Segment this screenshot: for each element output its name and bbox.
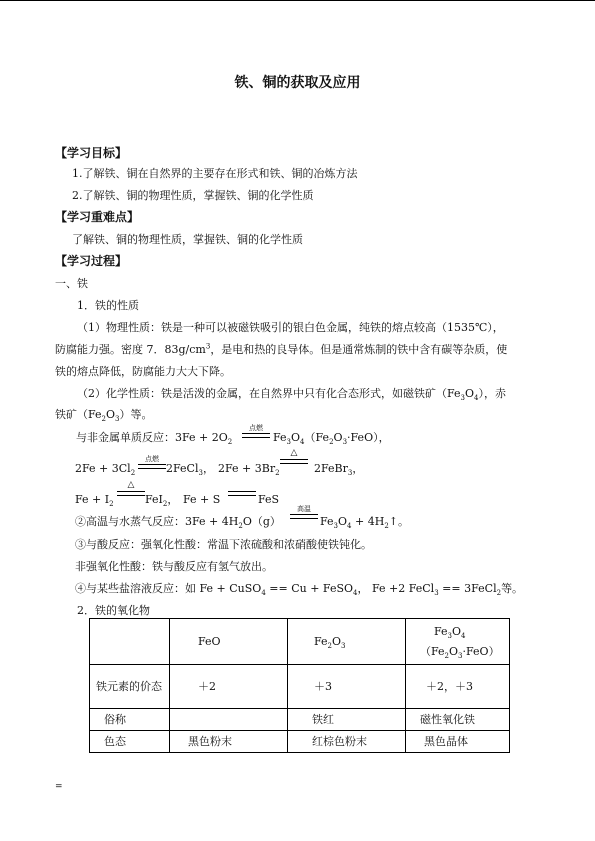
page-top-rule xyxy=(0,0,595,1)
table-cell: ＋2 xyxy=(170,665,288,709)
reaction-fe-i2-arrow xyxy=(117,491,145,496)
goals-header: 【学习目标】 xyxy=(55,146,128,160)
reaction-fe-i2-lhs: $Fe + I_2$ xyxy=(75,493,114,509)
reaction-fe-i2-condition: △ xyxy=(127,480,135,490)
table-header-fe3o4: $Fe_3O_4$ $(Fe_2O_3\cdot FeO)$ xyxy=(406,619,510,665)
table-cell: 磁性氧化铁 xyxy=(406,709,510,731)
reaction-fe-br2-condition: △ xyxy=(290,448,298,458)
table-cell: 黑色粉末 xyxy=(170,731,288,753)
goal-item-1: 1.了解铁、铜在自然界的主要存在形式和铁、铜的冶炼方法 xyxy=(72,167,358,180)
reaction-steam-lhs: ②高温与水蒸气反应：$3Fe + 4H_2O(g)$ xyxy=(75,515,281,531)
table-row xyxy=(90,665,510,709)
physical-line-2: 防腐能力强。密度 7．$83g/cm^3$，是电和热的良导体。但是通常炼制的铁中含有碳等杂质，使 xyxy=(55,342,508,356)
reaction-salt: ④与某些盐溶液反应：如 Fe + CuSO$_4$ == Cu + FeSO$_4$， Fe +2 FeCl$_3$ == 3FeCl$_2$等。 xyxy=(75,582,524,598)
iron-oxides-table xyxy=(89,618,510,753)
key-points-text: 了解铁、铜的物理性质，掌握铁、铜的化学性质 xyxy=(72,233,303,246)
table-cell: ＋2，＋3 xyxy=(406,665,510,709)
reaction-acid-weak: 非强氧化性酸：铁与酸反应有氢气放出。 xyxy=(75,560,273,573)
iron-oxides-heading: 2．铁的氧化物 xyxy=(77,604,150,617)
table-header-feo: FeO xyxy=(170,619,288,665)
physical-line-1: （1）物理性质：铁是一种可以被磁铁吸引的银白色金属，纯铁的熔点较高（1535℃）， xyxy=(77,321,504,334)
physical-line-3: 铁的熔点降低，防腐能力大大下降。 xyxy=(55,365,231,378)
reaction-fe-o2-product: $Fe_3O_4(Fe_2O_3\cdot FeO)$， xyxy=(273,431,390,447)
reaction-steam-product: $Fe_3O_4$ + $4H_2↑$。 xyxy=(320,515,410,531)
table-corner-cell xyxy=(90,619,170,665)
table-cell: 铁红 xyxy=(288,709,406,731)
reaction-fe-br2-product: 2FeBr$_3$， xyxy=(314,462,364,478)
table-header-fe2o3: $Fe_2O_3$ xyxy=(288,619,406,665)
table-row-label: 色态 xyxy=(90,731,170,753)
reaction-fe-o2-arrow xyxy=(242,433,270,438)
table-header-row xyxy=(90,619,510,665)
process-header: 【学习过程】 xyxy=(55,254,128,268)
reaction-fe-i2-product: FeI$_2$， xyxy=(145,493,179,509)
chemical-line-2: 铁矿$(Fe_2O_3)$等。 xyxy=(55,408,153,424)
reaction-fe-cl2-arrow xyxy=(138,464,166,469)
reaction-steam-condition: 高温 xyxy=(297,505,311,513)
reaction-steam-arrow xyxy=(290,514,318,519)
table-row-label: 铁元素的价态 xyxy=(90,665,170,709)
reaction-fe-s-product: FeS xyxy=(258,493,280,506)
reaction-fe-s-arrow xyxy=(228,491,256,496)
table-cell xyxy=(170,709,288,731)
table-cell: 黑色晶体 xyxy=(406,731,510,753)
key-points-header: 【学习重难点】 xyxy=(55,210,140,224)
chemical-line-1: （2）化学性质：铁是活泼的金属，在自然界中只有化合态形式，如磁铁矿$(Fe_3O_4)$，赤 xyxy=(77,387,507,403)
part-iron-heading: 一、铁 xyxy=(55,277,88,290)
reaction-acid-strong: ③与酸反应：强氧化性酸：常温下浓硫酸和浓硝酸使铁钝化。 xyxy=(75,538,372,551)
footer-mark: = xyxy=(55,782,63,792)
reaction-fe-cl2-condition: 点燃 xyxy=(145,455,159,463)
reaction-fe-cl2-lhs: $2Fe + 3Cl_2$ xyxy=(75,462,136,478)
table-row xyxy=(90,731,510,753)
reaction-fe-o2-condition: 点燃 xyxy=(249,424,263,432)
iron-properties-heading: 1．铁的性质 xyxy=(77,299,139,312)
table-cell: 红棕色粉末 xyxy=(288,731,406,753)
reaction-fe-s-lhs: Fe + S xyxy=(183,493,221,506)
goal-item-2: 2.了解铁、铜的物理性质，掌握铁、铜的化学性质 xyxy=(72,189,314,202)
reaction-fe-br2-arrow xyxy=(280,459,308,464)
table-cell: ＋3 xyxy=(288,665,406,709)
reaction-fe-br2-lhs: $2Fe + 3Br_2$ xyxy=(218,462,280,478)
page-title: 铁、铜的获取及应用 xyxy=(234,75,361,91)
reaction-fe-cl2-product: 2FeCl$_3$， xyxy=(166,462,214,478)
table-row xyxy=(90,709,510,731)
reaction-fe-o2-lhs: 与非金属单质反应：$3Fe + 2O_2$ xyxy=(76,431,233,447)
table-row-label: 俗称 xyxy=(90,709,170,731)
